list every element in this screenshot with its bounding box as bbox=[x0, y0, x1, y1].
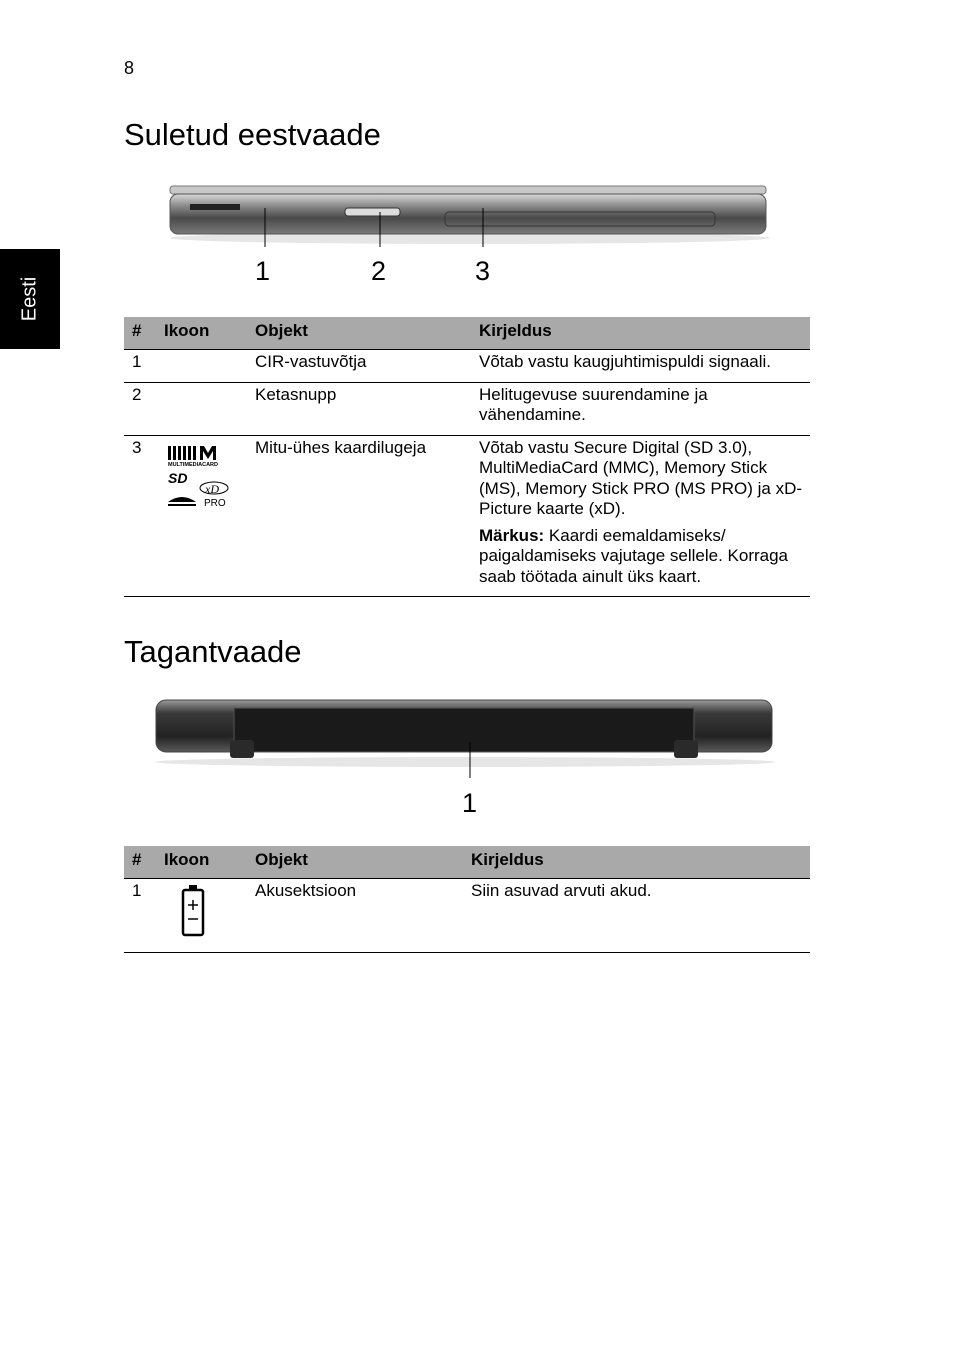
row-icon bbox=[156, 350, 247, 383]
note-text: Kaardi eemaldamiseks/ paigaldamiseks vajutage sellele. Korraga saab töötada ainult üks kaart. bbox=[479, 525, 789, 586]
laptop-rear-illustration bbox=[150, 696, 780, 778]
row-number: 1 bbox=[124, 879, 156, 953]
page-number: 8 bbox=[124, 58, 135, 78]
front-view-table bbox=[124, 317, 810, 597]
rear-view-table bbox=[124, 846, 810, 953]
front-callout-3: 3 bbox=[475, 256, 491, 286]
header-description: Kirjeldus bbox=[471, 317, 810, 350]
row-object: Mitu-ühes kaardilugeja bbox=[247, 435, 471, 597]
row-description: Helitugevuse suurendamine ja vähendamine. bbox=[471, 382, 810, 435]
xd-logo-text: xD bbox=[205, 481, 219, 496]
header-description: Kirjeldus bbox=[463, 846, 810, 879]
row-description-cell bbox=[471, 435, 810, 597]
header-icon: Ikoon bbox=[156, 846, 247, 879]
row-number: 3 bbox=[124, 435, 156, 597]
row-number: 1 bbox=[124, 350, 156, 383]
mspro-logo-text: PRO bbox=[204, 497, 226, 509]
rear-view-title: Tagantvaade bbox=[124, 634, 302, 669]
front-callout-2: 2 bbox=[371, 256, 387, 286]
header-number: # bbox=[124, 317, 156, 350]
row-icon bbox=[156, 879, 247, 953]
front-view-title: Suletud eestvaade bbox=[124, 117, 381, 152]
row-description: Võtab vastu Secure Digital (SD 3.0), MultiMediaCard (MMC), Memory Stick (MS), Memory Stick PRO (MS PRO) ja xD-Picture kaarte (xD). bbox=[479, 437, 803, 518]
sd-logo-text: SD bbox=[168, 469, 188, 486]
table-header-row bbox=[124, 846, 810, 879]
table-row bbox=[124, 435, 810, 597]
battery-icon bbox=[164, 885, 234, 937]
row-note bbox=[479, 526, 802, 588]
language-tab-label: Eesti bbox=[18, 276, 41, 322]
table-row bbox=[124, 879, 810, 953]
row-object: Akusektsioon bbox=[247, 879, 463, 953]
header-object: Objekt bbox=[247, 846, 463, 879]
row-icon bbox=[156, 435, 247, 597]
row-object: Ketasnupp bbox=[247, 382, 471, 435]
note-label: Märkus: bbox=[479, 525, 545, 545]
row-number: 2 bbox=[124, 382, 156, 435]
table-row bbox=[124, 382, 810, 435]
row-object: CIR-vastuvõtja bbox=[247, 350, 471, 383]
table-header-row bbox=[124, 317, 810, 350]
mmc-logo-text: MULTIMEDIACARD bbox=[168, 461, 219, 468]
rear-callout-1: 1 bbox=[462, 788, 478, 818]
language-tab bbox=[0, 249, 60, 349]
header-number: # bbox=[124, 846, 156, 879]
laptop-front-illustration bbox=[160, 180, 780, 252]
front-callout-1: 1 bbox=[255, 256, 271, 286]
row-description: Siin asuvad arvuti akud. bbox=[463, 879, 810, 953]
row-icon bbox=[156, 382, 247, 435]
header-icon: Ikoon bbox=[156, 317, 247, 350]
row-description: Võtab vastu kaugjuhtimispuldi signaali. bbox=[471, 350, 810, 383]
table-row bbox=[124, 350, 810, 383]
header-object: Objekt bbox=[247, 317, 471, 350]
multimediacard-sd-xd-mspro-icon bbox=[164, 444, 234, 510]
